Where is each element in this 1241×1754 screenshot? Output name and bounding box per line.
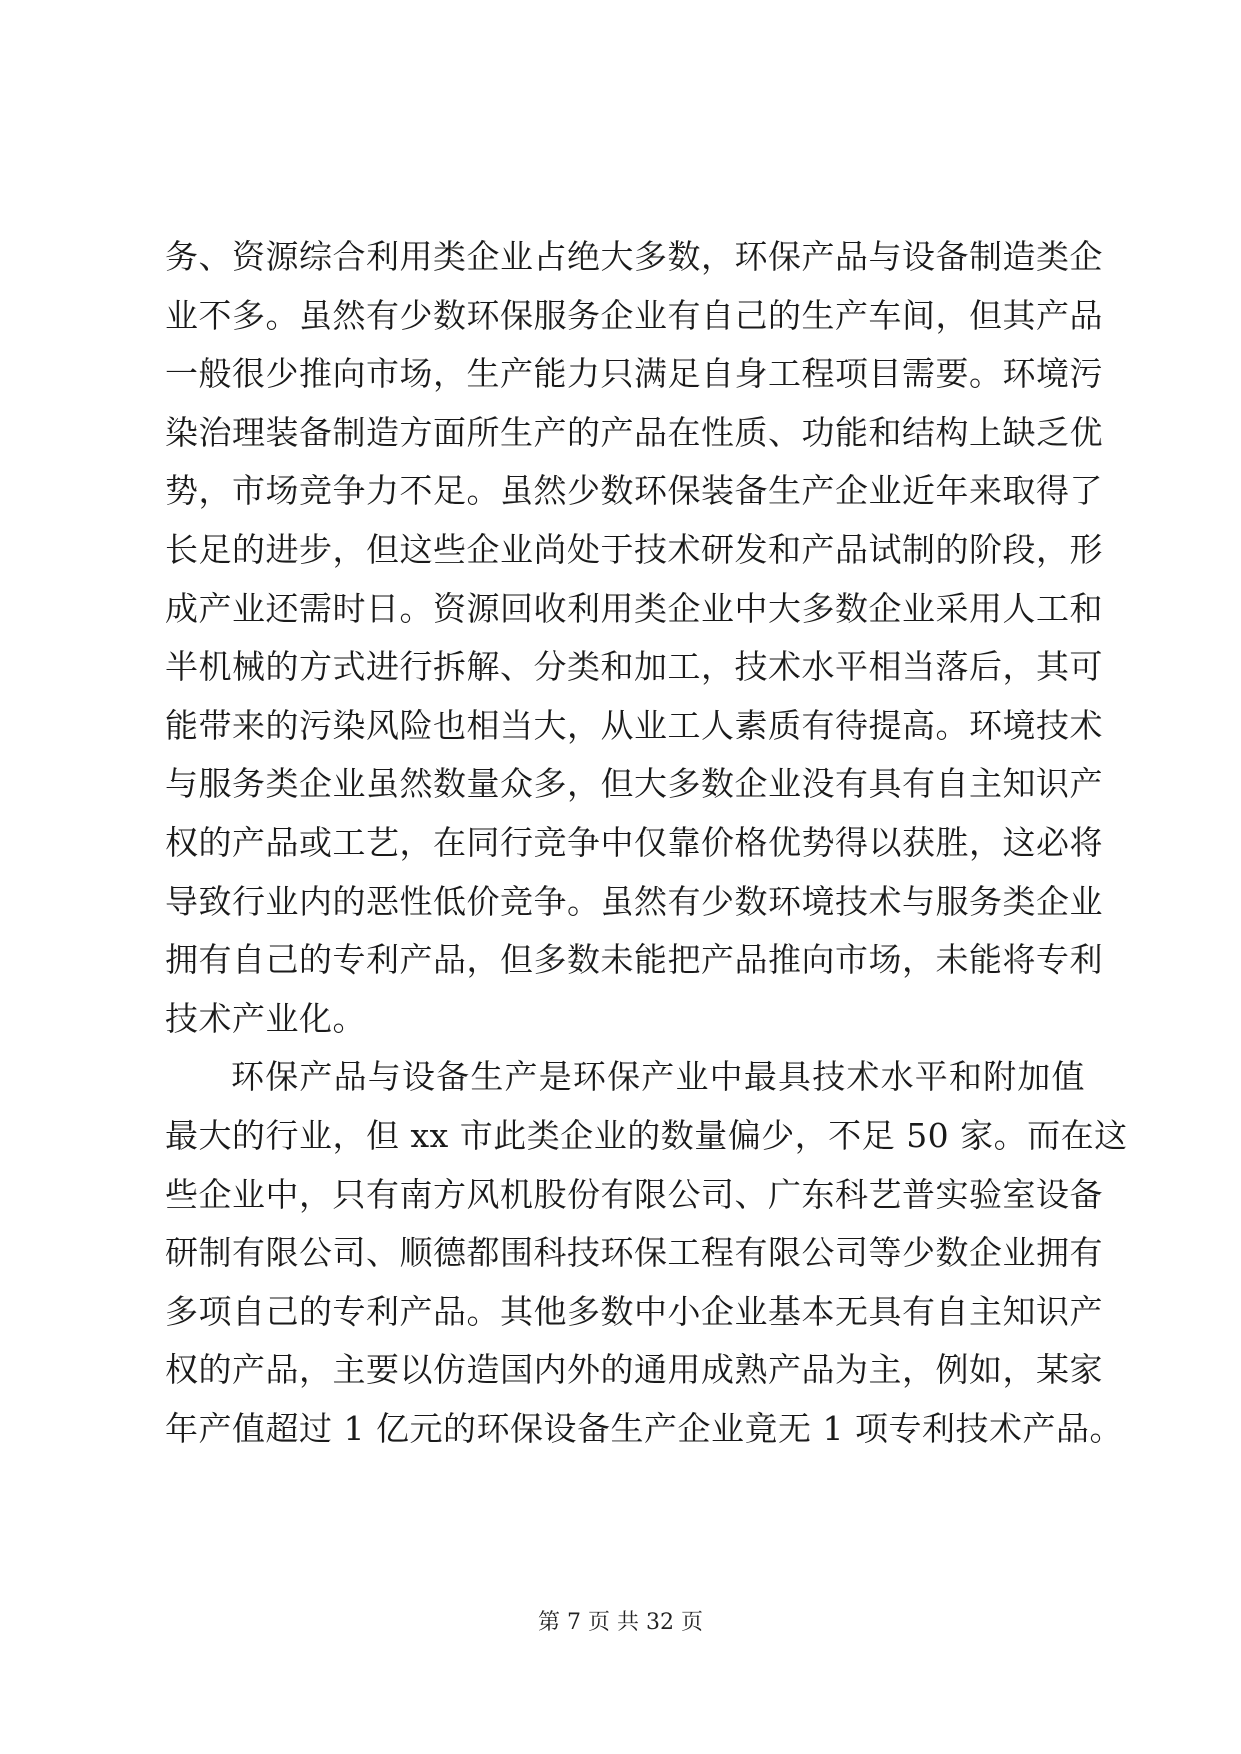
text-line: 能带来的污染风险也相当大，从业工人素质有待提高。环境技术 (165, 705, 1103, 745)
text-line: 务、资源综合利用类企业占绝大多数，环保产品与设备制造类企 (165, 237, 1103, 276)
text-line: 与服务类企业虽然数量众多，但大多数企业没有具有自主知识产 (165, 764, 1103, 804)
text-line: 技术产业化。 (165, 998, 366, 1038)
text-line: 最大的行业，但 xx 市此类企业的数量偏少，不足 50 家。而在这 (165, 1115, 1128, 1155)
text-line: 半机械的方式进行拆解、分类和加工，技术水平相当落后，其可 (165, 647, 1103, 687)
text-line: 环保产品与设备生产是环保产业中最具技术水平和附加值 (231, 1057, 1085, 1097)
text-line: 多项自己的专利产品。其他多数中小企业基本无具有自主知识产 (165, 1291, 1103, 1331)
paragraph-1 (165, 228, 1103, 1048)
paragraph-2 (165, 1048, 1128, 1458)
text-line: 权的产品或工艺，在同行竞争中仅靠价格优势得以获胜，这必将 (165, 822, 1103, 862)
text-line: 一般很少推向市场，生产能力只满足自身工程项目需要。环境污 (165, 354, 1103, 394)
text-line: 业不多。虽然有少数环保服务企业有自己的生产车间，但其产品 (165, 295, 1103, 335)
text-line: 研制有限公司、顺德都围科技环保工程有限公司等少数企业拥有 (165, 1233, 1103, 1273)
text-line: 成产业还需时日。资源回收利用类企业中大多数企业采用人工和 (165, 588, 1103, 628)
page-footer: 第 7 页 共 32 页 (538, 1610, 703, 1635)
text-line: 势，市场竞争力不足。虽然少数环保装备生产企业近年来取得了 (165, 471, 1103, 511)
text-line: 长足的进步，但这些企业尚处于技术研发和产品试制的阶段，形 (165, 529, 1103, 569)
text-line: 拥有自己的专利产品，但多数未能把产品推向市场，未能将专利 (165, 940, 1103, 980)
text-line: 些企业中，只有南方风机股份有限公司、广东科艺普实验室设备 (165, 1174, 1103, 1214)
text-line: 染治理装备制造方面所生产的产品在性质、功能和结构上缺乏优 (165, 412, 1103, 452)
text-line: 导致行业内的恶性低价竞争。虽然有少数环境技术与服务类企业 (165, 881, 1103, 921)
text-line: 年产值超过 1 亿元的环保设备生产企业竟无 1 项专利技术产品。 (165, 1408, 1123, 1448)
text-line: 权的产品，主要以仿造国内外的通用成熟产品为主，例如，某家 (165, 1350, 1103, 1390)
body-text (165, 228, 1128, 1458)
